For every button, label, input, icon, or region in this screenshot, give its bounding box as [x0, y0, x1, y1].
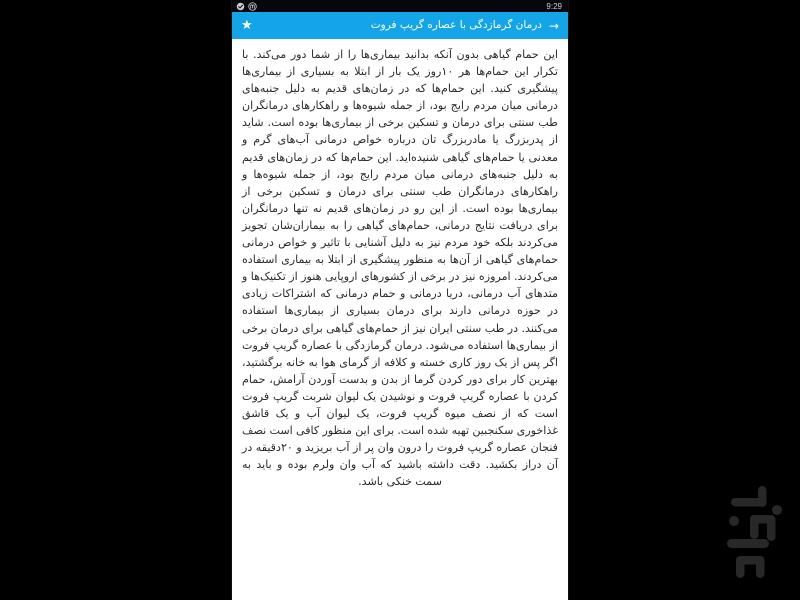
phone-content-panel [232, 0, 568, 600]
favorite-star-icon[interactable]: ★ [241, 18, 253, 33]
app-bar [232, 12, 568, 39]
app-bar-title-group [371, 20, 559, 32]
status-bar-clock: 9:29 [546, 1, 562, 11]
back-arrow-icon[interactable]: → [548, 18, 559, 33]
article-body [242, 46, 558, 490]
article-scroll-area[interactable] [232, 39, 568, 600]
status-bar-icons [236, 2, 257, 11]
status-bar [232, 0, 568, 12]
sync-icon [236, 2, 245, 11]
page-title: درمان گرمازدگی با عصاره گریپ فروت [370, 19, 542, 32]
article-text: این حمام گیاهی بدون آنکه بدانید بیماری‌ها را از شما دور می‌کند. با تکرار این حمام‌ها هر ۱۰روز یک بار از ابتلا به بسیاری از بیماری‌ها پیشگیری کنید. این حمام‌ها که در زمان‌های قدیم به دلیل جنبه‌های درمانی میان مردم رایج بود، از جمله شیوه‌ها و راهکارهای درمانگران طب سنتی برای درمان و تسکین برخی از بیماری‌ها بوده است. شاید از پدربزرگ یا مادربزرگ تان درباره خواص درمانی آب‌های گرم و معدنی یا حمام‌های گیاهی شنیده‌اید. این حمام‌ها که در زمان‌های قدیم به دلیل جنبه‌های درمانی میان مردم رایج بود، از جمله شیوه‌ها و راهکارهای درمانگران طب سنتی برای درمان و تسکین برخی از بیماری‌ها بوده است. از این رو در زمان‌های قدیم نه تنها درمانگران برای دریافت نتایج درمانی، حمام‌های گیاهی را به بیماران‌شان تجویز می‌کردند بلکه خود مردم نیز به دلیل آشنایی با تاثیر و خواص درمانی حمام‌های گیاهی از آن‌ها به منظور پیشگیری از ابتلا به بیماری استفاده می‌کردند. امروزه نیز در برخی از کشورهای اروپایی هنوز از تکنیک‌ها و متدهای آب درمانی، دریا درمانی و حمام درمانی که اشتراکات زیادی در حوزه درمانی دارند برای درمان بسیاری از بیماری‌ها استفاده می‌کنند. در طب سنتی ایران نیز از حمام‌های گیاهی برای درمان برخی از بیماری‌ها استفاده می‌شود. درمان گرمازدگی با عصاره گریپ فروت اگر پس از یک روز کاری خسته و کلافه از گرمای هوا به خانه برگشتید، بهترین کار برای دور کردن گرما از بدن و بدست آوردن آرامش، حمام کردن با عصاره گریپ فروت و نوشیدن یک لیوان شربت گریپ فروت است که از نصف میوه گریپ فروت، یک لیوان آب و یک قاشق غذاخوری سکنجبین تهیه شده است. برای این منظور کافی است نصف فنجان عصاره گریپ فروت را درون وان پر از آب بریزید و ۲۰دقیقه در آن دراز بکشید. دقت داشته باشید که آب وان ولرم بوده و باید به سمت خنکی باشد. [242, 48, 558, 489]
market-m-icon [248, 2, 257, 11]
bazaar-logo-watermark [714, 482, 786, 578]
